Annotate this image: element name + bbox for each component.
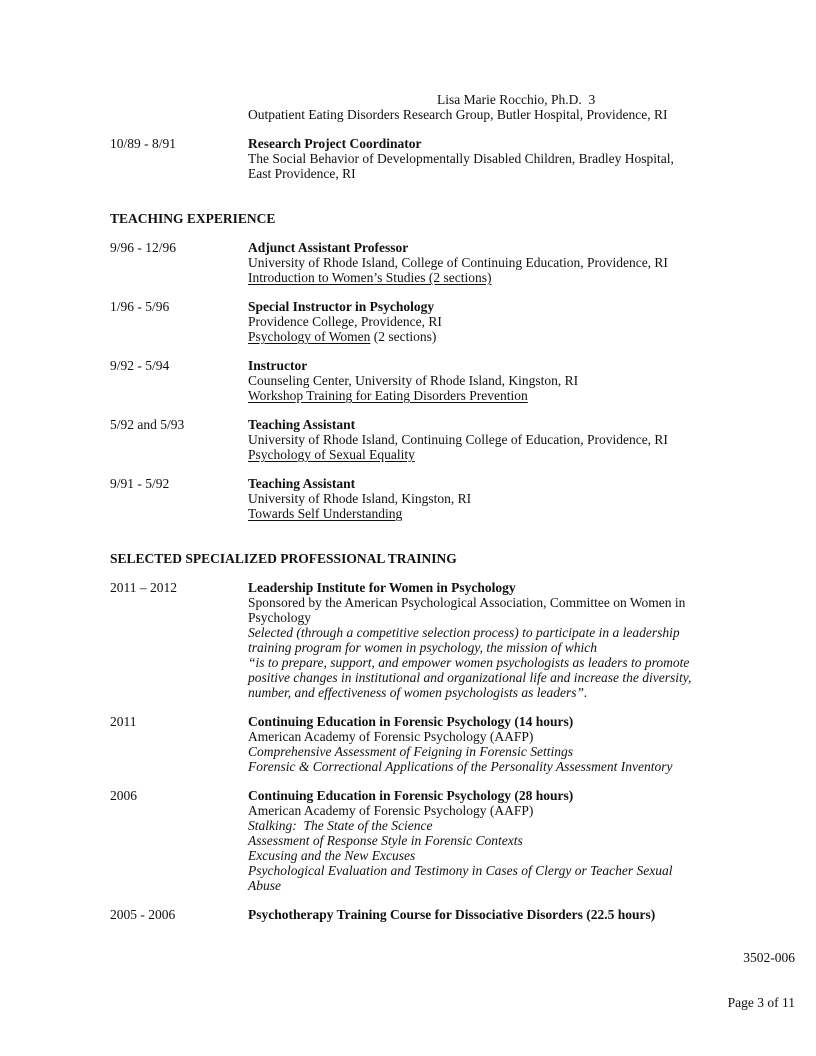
text-segment: Research Project Coordinator bbox=[248, 136, 422, 151]
cv-entry bbox=[110, 788, 816, 893]
entry-line bbox=[248, 476, 728, 491]
cv-entry bbox=[110, 240, 816, 285]
text-segment: Assessment of Response Style in Forensic Contexts bbox=[248, 833, 523, 848]
text-segment: Towards Self Understanding bbox=[248, 506, 403, 521]
text-segment: “is to prepare, support, and empower women psychologists as leaders to promote bbox=[248, 655, 690, 670]
cv-entry bbox=[110, 136, 816, 181]
entry-line bbox=[248, 580, 728, 595]
entry-line bbox=[248, 788, 728, 803]
entry-line bbox=[248, 685, 728, 700]
text-segment: Providence College, Providence, RI bbox=[248, 314, 442, 329]
text-segment: Teaching Assistant bbox=[248, 476, 356, 491]
entry-line bbox=[248, 299, 728, 314]
text-segment: Psychological Evaluation and Testimony in Cases of Clergy or Teacher Sexual bbox=[248, 863, 673, 878]
text-segment: University of Rhode Island, Kingston, RI bbox=[248, 491, 472, 506]
entry-content bbox=[248, 788, 728, 893]
entry-line bbox=[248, 610, 728, 625]
entry-date: 1/96 - 5/96 bbox=[110, 299, 170, 314]
entry-line bbox=[248, 255, 728, 270]
entry-line bbox=[248, 744, 728, 759]
cv-entry bbox=[110, 714, 816, 774]
entry-content bbox=[248, 907, 728, 922]
entry-date: 9/91 - 5/92 bbox=[110, 476, 170, 491]
entry-line bbox=[248, 432, 728, 447]
text-segment: positive changes in institutional and organizational life and increase the diversity, bbox=[248, 670, 692, 685]
entry-line bbox=[248, 670, 728, 685]
entry-line bbox=[248, 878, 728, 893]
entry-content bbox=[248, 580, 728, 700]
text-segment: Forensic & Correctional Applications of the Personality Assessment Inventory bbox=[248, 759, 673, 774]
cv-entry bbox=[110, 476, 816, 521]
text-segment: Teaching Assistant bbox=[248, 417, 356, 432]
text-segment: Excusing and the New Excuses bbox=[248, 848, 416, 863]
entry-line bbox=[248, 166, 728, 181]
text-segment: Abuse bbox=[248, 878, 281, 893]
cv-entry bbox=[110, 907, 816, 922]
entry-line bbox=[248, 833, 728, 848]
entry-line bbox=[248, 373, 728, 388]
page-footer bbox=[728, 920, 795, 1040]
text-segment: Stalking: The State of the Science bbox=[248, 818, 433, 833]
section-heading: TEACHING EXPERIENCE bbox=[110, 211, 276, 226]
entry-line bbox=[248, 818, 728, 833]
entry-line bbox=[248, 240, 728, 255]
entry-line bbox=[248, 625, 728, 640]
entry-line bbox=[248, 759, 728, 774]
text-segment: training program for women in psychology, the mission of which bbox=[248, 640, 597, 655]
entry-date: 10/89 - 8/91 bbox=[110, 136, 176, 151]
text-segment: Psychology bbox=[248, 610, 312, 625]
entry-content bbox=[248, 476, 728, 521]
page-header-name: Lisa Marie Rocchio, Ph.D. 3 bbox=[437, 92, 596, 107]
text-segment: Counseling Center, University of Rhode Island, Kingston, RI bbox=[248, 373, 579, 388]
entry-date: 2005 - 2006 bbox=[110, 907, 176, 922]
entry-date: 2006 bbox=[110, 788, 137, 803]
text-segment: University of Rhode Island, College of Continuing Education, Providence, RI bbox=[248, 255, 668, 270]
text-segment: Psychology of Women bbox=[248, 329, 371, 344]
entry-line bbox=[248, 640, 728, 655]
text-segment: number, and effectiveness of women psychologists as leaders”. bbox=[248, 685, 588, 700]
entry-date: 9/96 - 12/96 bbox=[110, 240, 176, 255]
entry-line bbox=[248, 848, 728, 863]
entry-line bbox=[248, 506, 728, 521]
entry-line bbox=[248, 729, 728, 744]
text-segment: Psychology of Sexual Equality bbox=[248, 447, 415, 462]
entry-line bbox=[248, 863, 728, 878]
entry-line bbox=[248, 417, 728, 432]
footer-doc-number: 3502-006 bbox=[743, 950, 795, 965]
page-header bbox=[0, 0, 816, 122]
text-segment: (2 sections) bbox=[370, 329, 437, 344]
entry-content bbox=[248, 240, 728, 285]
cv-entry bbox=[110, 417, 816, 462]
entry-line bbox=[248, 595, 728, 610]
entry-content bbox=[248, 417, 728, 462]
cv-entry bbox=[110, 358, 816, 403]
entry-line bbox=[248, 491, 728, 506]
footer-page-number: Page 3 of 11 bbox=[727, 995, 795, 1010]
text-segment: Instructor bbox=[248, 358, 308, 373]
text-segment: Selected (through a competitive selection process) to participate in a leadership bbox=[248, 625, 680, 640]
entry-line bbox=[248, 270, 728, 285]
text-segment: University of Rhode Island, Continuing College of Education, Providence, RI bbox=[248, 432, 668, 447]
cv-body bbox=[0, 136, 816, 922]
cv-entry bbox=[110, 299, 816, 344]
text-segment: Continuing Education in Forensic Psychology (28 hours) bbox=[248, 788, 574, 803]
text-segment: Sponsored by the American Psychological Association, Committee on Women in bbox=[248, 595, 686, 610]
text-segment: East Providence, RI bbox=[248, 166, 356, 181]
text-segment: The Social Behavior of Developmentally Disabled Children, Bradley Hospital, bbox=[248, 151, 674, 166]
entry-line bbox=[248, 358, 728, 373]
entry-line bbox=[248, 388, 728, 403]
text-segment: Psychotherapy Training Course for Dissociative Disorders (22.5 hours) bbox=[248, 907, 656, 922]
entry-date: 2011 bbox=[110, 714, 137, 729]
entry-line bbox=[248, 803, 728, 818]
entry-date: 5/92 and 5/93 bbox=[110, 417, 185, 432]
entry-date: 2011 – 2012 bbox=[110, 580, 177, 595]
entry-date: 9/92 - 5/94 bbox=[110, 358, 170, 373]
entry-line bbox=[248, 447, 728, 462]
entry-line bbox=[248, 136, 728, 151]
entry-line bbox=[248, 314, 728, 329]
text-segment: Continuing Education in Forensic Psychology (14 hours) bbox=[248, 714, 574, 729]
text-segment: Adjunct Assistant Professor bbox=[248, 240, 409, 255]
text-segment: Introduction to Women’s Studies (2 sections) bbox=[248, 270, 492, 285]
entry-line bbox=[248, 907, 728, 922]
entry-line bbox=[248, 329, 728, 344]
entry-line bbox=[248, 655, 728, 670]
text-segment: Leadership Institute for Women in Psychology bbox=[248, 580, 516, 595]
text-segment: Workshop Training for Eating Disorders Prevention bbox=[248, 388, 528, 403]
text-segment: American Academy of Forensic Psychology (AAFP) bbox=[248, 729, 534, 744]
cv-entry bbox=[110, 580, 816, 700]
text-segment: Comprehensive Assessment of Feigning in Forensic Settings bbox=[248, 744, 573, 759]
entry-content bbox=[248, 136, 728, 181]
entry-content bbox=[248, 358, 728, 403]
entry-content bbox=[248, 714, 728, 774]
text-segment: Special Instructor in Psychology bbox=[248, 299, 435, 314]
page-header-continuation: Outpatient Eating Disorders Research Group, Butler Hospital, Providence, RI bbox=[248, 107, 668, 122]
entry-line bbox=[248, 151, 728, 166]
text-segment: American Academy of Forensic Psychology (AAFP) bbox=[248, 803, 534, 818]
entry-line bbox=[248, 714, 728, 729]
entry-content bbox=[248, 299, 728, 344]
section-heading: SELECTED SPECIALIZED PROFESSIONAL TRAINING bbox=[110, 551, 457, 566]
